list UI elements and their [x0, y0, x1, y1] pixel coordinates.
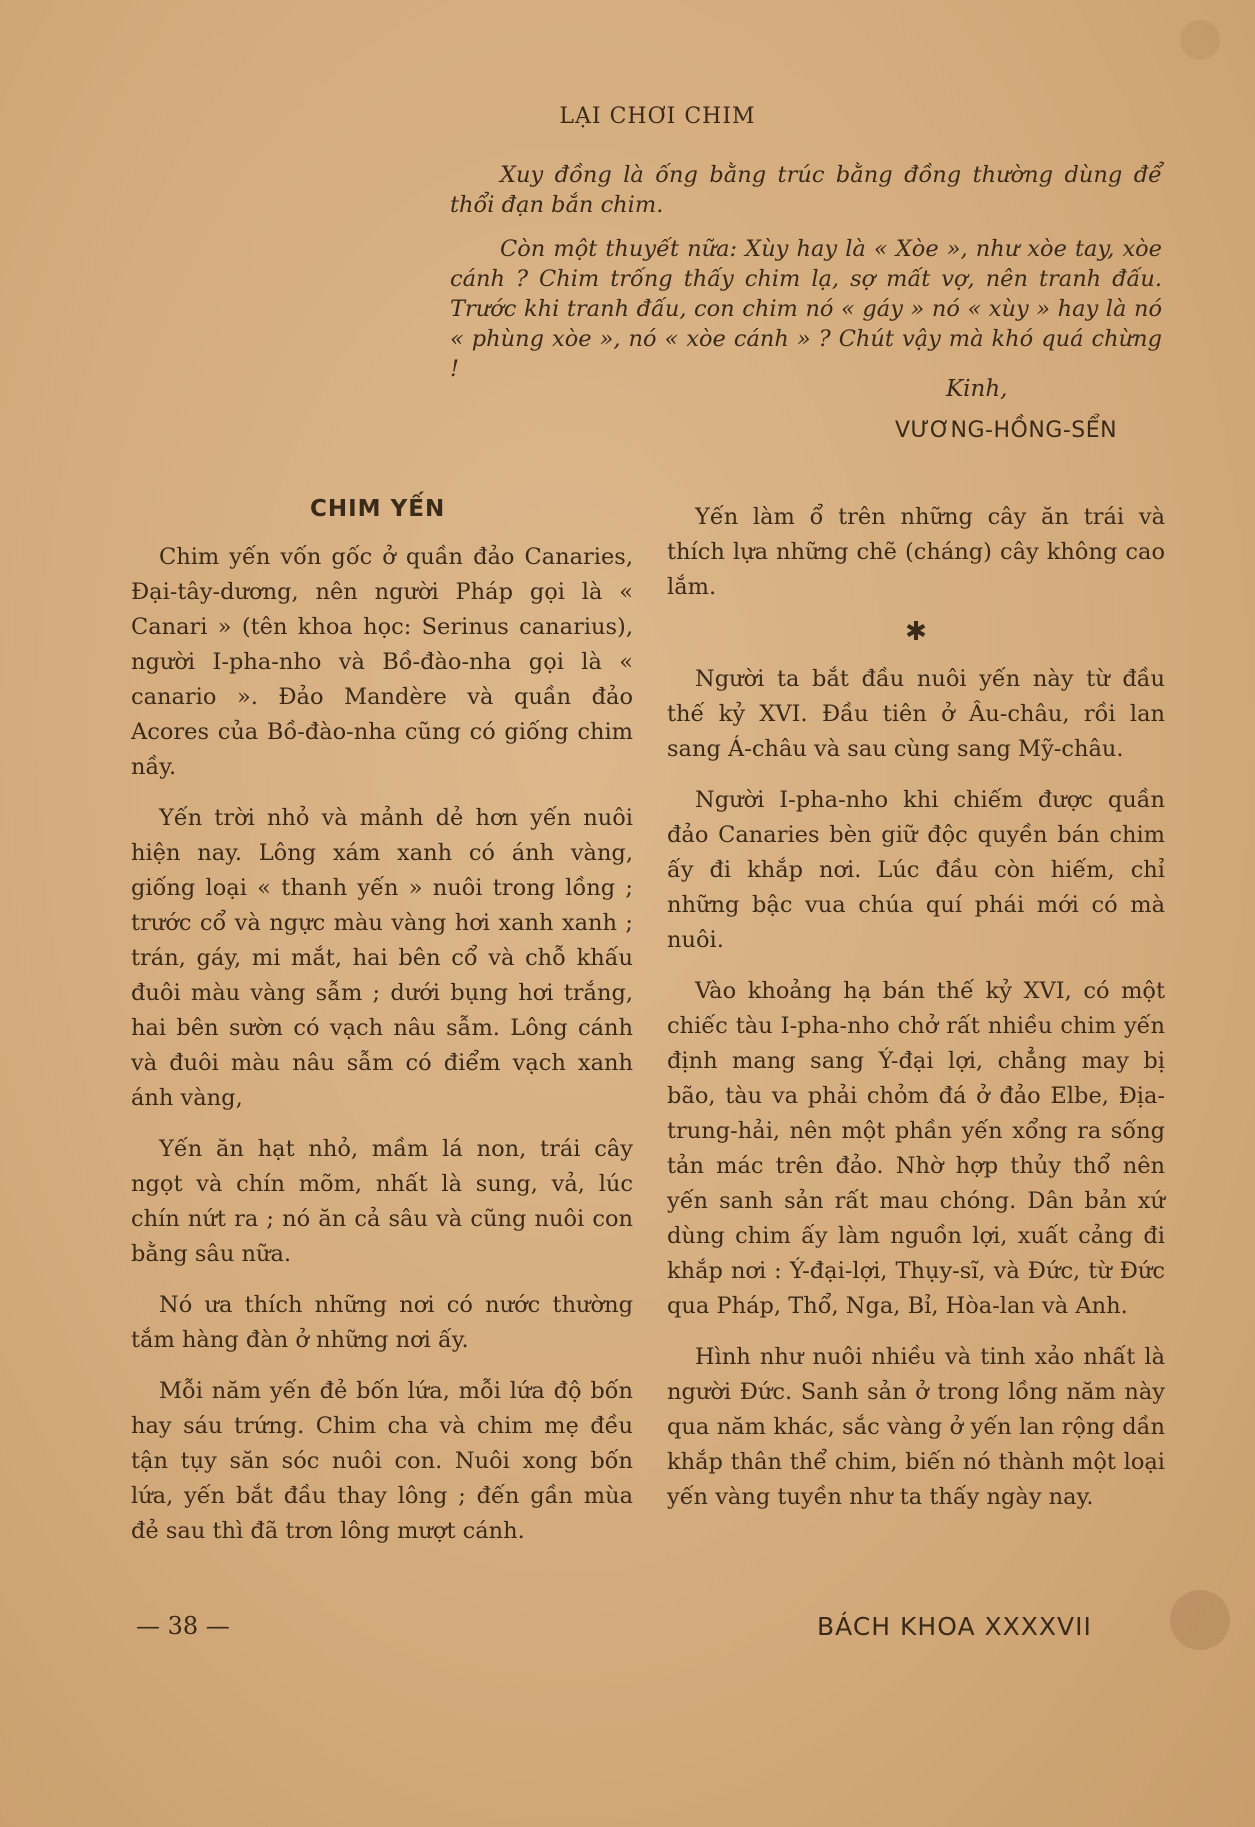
paragraph: Hình như nuôi nhiều và tinh xảo nhất là người Đức. Sanh sản ở trong lồng năm này qua năm khác, sắc vàng ở yến lan rộng dần khắp thân thể chim, biến nó thành một loại yến vàng tuyền như ta thấy ngày nay.	[667, 1344, 1165, 1510]
section-title: CHIM YẾN	[310, 496, 446, 522]
author-name: VƯƠNG-HỒNG-SỂN	[895, 418, 1118, 443]
paragraph: Mỗi năm yến đẻ bốn lứa, mỗi lứa độ bốn hay sáu trứng. Chim cha và chim mẹ đều tận tụy săn sóc nuôi con. Nuôi xong bốn lứa, yến bắt đầu thay lông ; đến gần mùa đẻ sau thì đã trơn lông mượt cánh.	[131, 1378, 633, 1544]
paragraph: Vào khoảng hạ bán thế kỷ XVI, có một chiếc tàu I-pha-nho chở rất nhiều chim yến định mang sang Ý-đại lợi, chẳng may bị bão, tàu va phải chỏm đá ở đảo Elbe, Địa-trung-hải, nên một phần yến xổng ra sống tản mác trên đảo. Nhờ hợp thủy thổ nên yến sanh sản rất mau chóng. Dân bản xứ dùng chim ấy làm nguồn lợi, xuất cảng đi khắp nơi : Ý-đại-lợi, Thụy-sĩ, và Đức, từ Đức qua Pháp, Thổ, Nga, Bỉ, Hòa-lan và Anh.	[667, 978, 1165, 1319]
paragraph: Yến ăn hạt nhỏ, mầm lá non, trái cây ngọt và chín mõm, nhất là sung, vả, lúc chín nứt ra ; nó ăn cả sâu và cũng nuôi con bằng sâu nữa.	[131, 1136, 633, 1267]
paragraph: Người I-pha-nho khi chiếm được quần đảo Canaries bèn giữ độc quyền bán chim ấy đi khắp nơi. Lúc đầu còn hiếm, chỉ những bậc vua chúa quí phái mới có mà nuôi.	[667, 787, 1165, 953]
page-number: — 38 —	[136, 1612, 230, 1640]
paragraph: Yến làm ổ trên những cây ăn trái và thích lựa những chẽ (cháng) cây không cao lắm.	[667, 504, 1165, 600]
left-column	[131, 540, 633, 1565]
ornament-icon: ✱	[905, 617, 927, 647]
intro-paragraph: Còn một thuyết nữa: Xùy hay là « Xòe », như xòe tay, xòe cánh ? Chim trống thấy chim lạ, sợ mất vợ, nên tranh đấu. Trước khi tranh đấu, con chim nó « gáy » nó « xùy » hay là nó « phùng xòe », nó « xòe cánh » ? Chút vậy mà khó quá chừng !	[450, 236, 1162, 382]
running-head: LẠI CHƠI CHIM	[559, 104, 756, 129]
journal-name: BÁCH KHOA XXXXVII	[817, 1612, 1092, 1641]
intro-paragraph: Xuy đồng là ống bằng trúc bằng đồng thường dùng để thổi đạn bắn chim.	[450, 162, 1162, 218]
paragraph: Chim yến vốn gốc ở quần đảo Canaries, Đại-tây-dương, nên người Pháp gọi là « Canari » (tên khoa học: Serinus canarius), người I-pha-nho và Bồ-đào-nha gọi là « canario ». Đảo Mandère và quần đảo Acores của Bồ-đào-nha cũng có giống chim nầy.	[131, 544, 633, 780]
right-column	[667, 500, 1165, 1531]
signoff-kinh: Kinh,	[946, 376, 1008, 402]
paragraph: Yến trời nhỏ và mảnh dẻ hơn yến nuôi hiện nay. Lông xám xanh có ánh vàng, giống loại « thanh yến » nuôi trong lồng ; trước cổ và ngực màu vàng hơi xanh xanh ; trán, gáy, mi mắt, hai bên cổ và chỗ khấu đuôi màu vàng sẫm ; dưới bụng hơi trắng, hai bên sườn có vạch nâu sẫm. Lông cánh và đuôi màu nâu sẫm có điểm vạch xanh ánh vàng,	[131, 805, 633, 1111]
paragraph: Người ta bắt đầu nuôi yến này từ đầu thế kỷ XVI. Đầu tiên ở Âu-châu, rồi lan sang Á-châu và sau cùng sang Mỹ-châu.	[667, 666, 1165, 762]
paper-stain	[1170, 1590, 1230, 1650]
paragraph: Nó ưa thích những nơi có nước thường tắm hàng đàn ở những nơi ấy.	[131, 1292, 633, 1353]
paper-stain	[1180, 20, 1220, 60]
intro-block	[450, 160, 1162, 398]
